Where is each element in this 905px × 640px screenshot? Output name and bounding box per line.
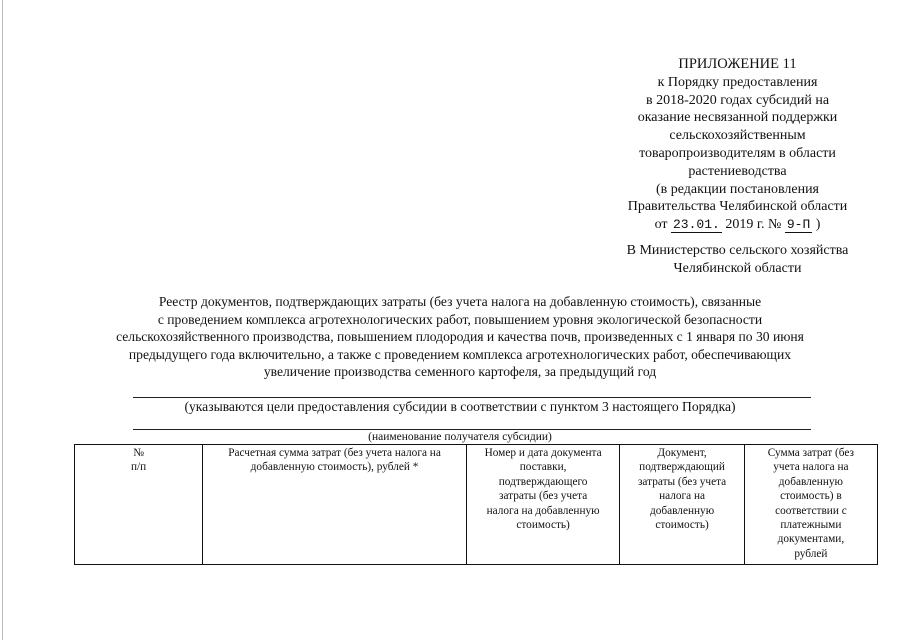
header-paid-amount [744, 445, 877, 565]
table-header-row [75, 445, 878, 565]
heading-line: Реестр документов, подтверждающих затраты (без учета налога на добавленную стоимость), связанные [158, 294, 762, 309]
header-text: Сумма затрат (без [767, 447, 854, 459]
heading-line: с проведением комплекса агротехнологических работ, повышением уровня экологической безопасности [157, 311, 763, 327]
header-text: стоимость) в [780, 490, 842, 503]
appendix-line: товаропроизводителям в области [639, 145, 836, 161]
header-number [75, 445, 203, 565]
appendix-title: ПРИЛОЖЕНИЕ 11 [678, 56, 797, 72]
appendix-line: (в редакции постановления [655, 181, 820, 197]
header-text: рублей [794, 547, 828, 560]
heading-line: увеличение производства семенного картофеля, за предыдущий год [263, 364, 657, 380]
recipient-fill-line [133, 429, 811, 430]
purpose-fill-line [133, 397, 811, 398]
header-text: добавленную [649, 504, 715, 517]
recipient-caption: (наименование получателя субсидии) [368, 431, 552, 443]
header-text: документами, [777, 533, 845, 546]
header-text: Расчетная сумма затрат (без учета налога на [228, 447, 441, 459]
header-text: Документ, [657, 447, 707, 459]
document-heading [60, 293, 860, 381]
header-text: добавленную [778, 475, 843, 488]
header-text: Номер и дата документа [484, 447, 602, 459]
edition-suffix: ) [815, 217, 821, 233]
edition-number: 9-П [786, 217, 811, 233]
header-text: налога на добавленную [486, 504, 600, 517]
header-text: подтверждающий [639, 461, 725, 474]
appendix-block [600, 56, 875, 234]
appendix-line: к Порядку предоставления [657, 74, 818, 90]
header-text: затраты (без учета [637, 475, 727, 488]
edition-line [600, 216, 875, 234]
header-confirming-document [620, 445, 744, 565]
header-text: затраты (без учета [499, 490, 588, 503]
header-delivery-document [466, 445, 619, 565]
edition-date: 23.01. [673, 217, 720, 233]
registry-table [74, 444, 878, 565]
heading-line: предыдущего года включительно, а также с проведением комплекса агротехнологических работ, обеспечивающих [128, 346, 792, 362]
header-text: № [133, 447, 144, 459]
header-text: стоимость) [655, 519, 709, 532]
header-text: п/п [130, 461, 147, 474]
header-text: соответствии с [775, 504, 847, 517]
edition-prefix: от [654, 217, 668, 233]
scan-edge-line [2, 0, 3, 640]
addressee-line: В Министерство сельского хозяйства [626, 243, 849, 258]
appendix-line: растениеводства [688, 163, 787, 179]
addressee-line: Челябинской области [673, 261, 802, 276]
header-text: учета налога на [773, 461, 849, 474]
appendix-line: оказание несвязанной поддержки [637, 110, 838, 126]
appendix-line: Правительства Челябинской области [627, 199, 848, 215]
appendix-line: в 2018-2020 годах субсидий на [645, 92, 830, 108]
heading-line: сельскохозяйственного производства, повышением плодородия и качества почв, произведенных с 1 января по 30 июня [116, 329, 804, 345]
header-text: поставки, [519, 461, 567, 474]
header-text: налога на [659, 490, 706, 503]
edition-year: 2019 г. № [725, 217, 782, 233]
header-text: платежными [780, 519, 842, 532]
header-text: стоимость) [516, 519, 570, 532]
purpose-caption: (указываются цели предоставления субсидии в соответствии с пунктом 3 настоящего Порядка) [184, 399, 736, 414]
addressee-block [600, 242, 875, 278]
appendix-line: сельскохозяйственным [669, 128, 806, 144]
header-text: добавленную стоимость), рублей * [250, 461, 419, 474]
header-estimated-cost [203, 445, 467, 565]
header-text: подтверждающего [498, 475, 588, 488]
